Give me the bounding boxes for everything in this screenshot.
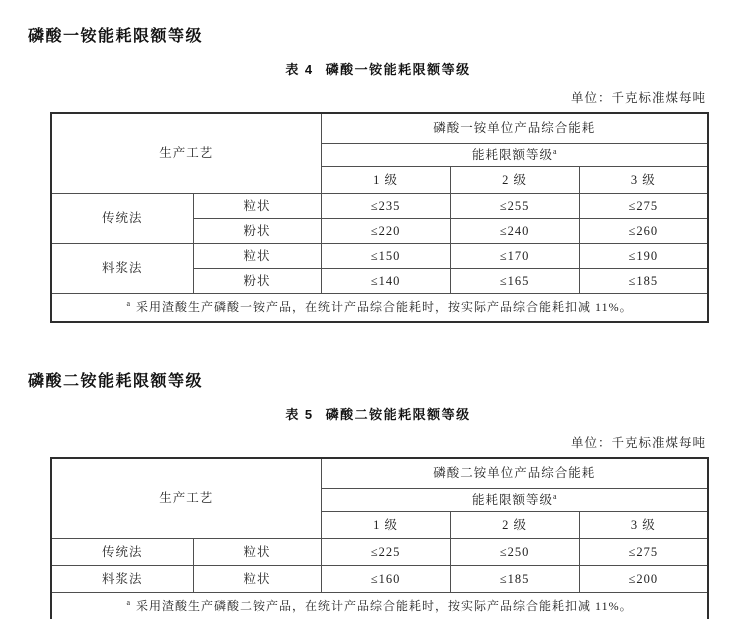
table4-form-powder: 粉状 [193, 219, 321, 244]
table4-footnote-marker: a [126, 298, 131, 308]
table4-row-traditional-granular [51, 194, 708, 219]
table5-row-slurry [51, 566, 708, 593]
table4-grade-footnote-marker: a [553, 146, 557, 156]
table5-unit-note: 单位：千克标准煤每吨 [570, 436, 706, 450]
table5-footnote-row [51, 593, 708, 619]
table5-value: ≤225 [321, 539, 450, 566]
table4-value: ≤190 [579, 244, 708, 269]
table5-grade2-header: 2 级 [450, 512, 579, 539]
section1-heading: 磷酸一铵能耗限额等级 [28, 28, 204, 45]
table4-value: ≤235 [321, 194, 450, 219]
table4-footnote-text: 采用渣酸生产磷酸一铵产品，在统计产品综合能耗时，按实际产品综合能耗扣减 11%。 [136, 299, 633, 314]
table5-grade-footnote-marker: a [553, 491, 557, 501]
table4-value: ≤275 [579, 194, 708, 219]
table4-value: ≤165 [450, 269, 579, 294]
table5-value: ≤275 [579, 539, 708, 566]
table5-header-row-1 [51, 458, 708, 489]
table4-form-granular: 粒状 [193, 244, 321, 269]
table5-grade3-header: 3 级 [579, 512, 708, 539]
table4-value: ≤240 [450, 219, 579, 244]
table4-row-slurry-granular [51, 244, 708, 269]
table5-process-traditional: 传统法 [51, 539, 193, 566]
table4-caption-title: 磷酸一铵能耗限额等级 [325, 62, 471, 77]
table5-energy-header-cell: 磷酸二铵单位产品综合能耗 [321, 458, 708, 489]
table4-value: ≤150 [321, 244, 450, 269]
table4-grade3-header: 3 级 [579, 167, 708, 194]
table5-process-header-cell: 生产工艺 [51, 458, 321, 539]
section2-heading: 磷酸二铵能耗限额等级 [28, 373, 204, 390]
table5-value: ≤200 [579, 566, 708, 593]
table4-caption-label: 表 4 [285, 62, 314, 77]
table4-process-slurry: 料浆法 [51, 244, 193, 294]
table4-grade1-header: 1 级 [321, 167, 450, 194]
table4-value: ≤170 [450, 244, 579, 269]
table-4 [50, 112, 709, 323]
table5-footnote-text: 采用渣酸生产磷酸二铵产品，在统计产品综合能耗时，按实际产品综合能耗扣减 11%。 [136, 598, 633, 613]
table4-footnote-row [51, 294, 708, 323]
table4-value: ≤185 [579, 269, 708, 294]
table5-form-granular: 粒状 [193, 566, 321, 593]
table5-value: ≤160 [321, 566, 450, 593]
table5-footnote-cell [51, 593, 708, 619]
table5-form-granular: 粒状 [193, 539, 321, 566]
table4-footnote-cell [51, 294, 708, 323]
table-5 [50, 457, 709, 619]
table4-value: ≤220 [321, 219, 450, 244]
table5-row-traditional [51, 539, 708, 566]
table4-grade-header-text: 能耗限额等级 [471, 147, 553, 162]
table4-process-traditional: 传统法 [51, 194, 193, 244]
table4-grade2-header: 2 级 [450, 167, 579, 194]
table4-header-row-1 [51, 113, 708, 144]
table5-grade-header-cell [321, 489, 708, 512]
table5-caption [50, 407, 706, 423]
table5-caption-title: 磷酸二铵能耗限额等级 [325, 407, 471, 422]
table5-footnote-marker: a [126, 597, 131, 607]
table4-caption [50, 62, 706, 78]
table4-value: ≤255 [450, 194, 579, 219]
table4-process-header-cell: 生产工艺 [51, 113, 321, 194]
table5-process-slurry: 料浆法 [51, 566, 193, 593]
table5-value: ≤185 [450, 566, 579, 593]
table5-caption-label: 表 5 [285, 407, 314, 422]
table5-grade1-header: 1 级 [321, 512, 450, 539]
table4-form-granular: 粒状 [193, 194, 321, 219]
table4-unit-note: 单位：千克标准煤每吨 [570, 91, 706, 105]
table4-grade-header-cell [321, 144, 708, 167]
table5-value: ≤250 [450, 539, 579, 566]
table5-grade-header-text: 能耗限额等级 [471, 492, 553, 507]
table4-value: ≤140 [321, 269, 450, 294]
table4-form-powder: 粉状 [193, 269, 321, 294]
table4-value: ≤260 [579, 219, 708, 244]
table4-energy-header-cell: 磷酸一铵单位产品综合能耗 [321, 113, 708, 144]
